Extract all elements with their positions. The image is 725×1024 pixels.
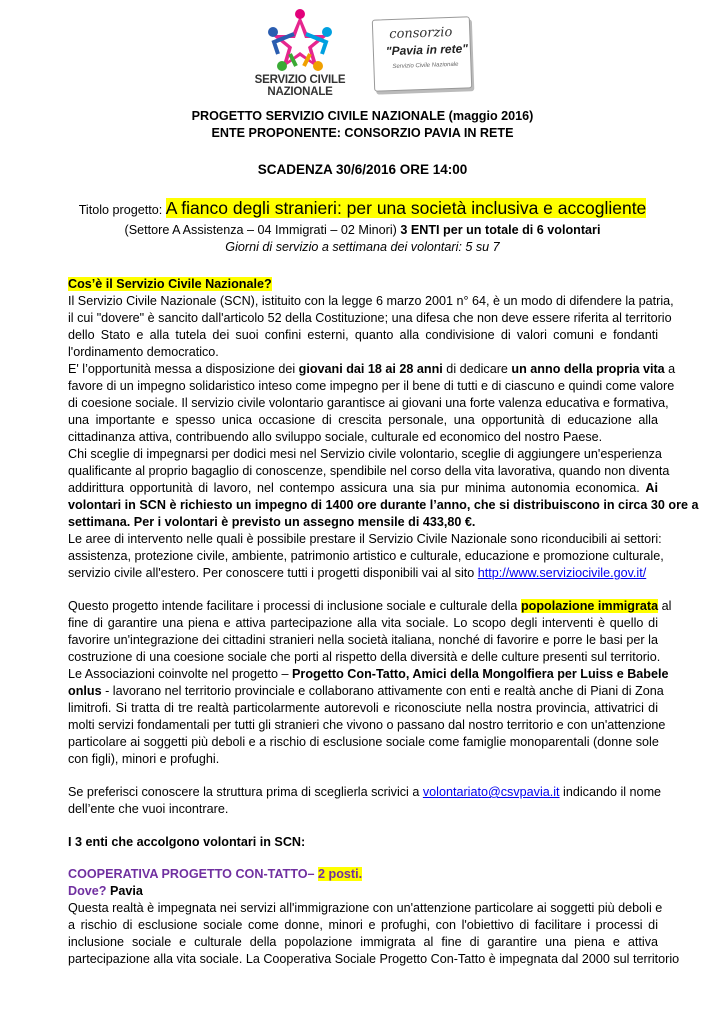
paragraph-line: Le Associazioni coinvolte nel progetto – Progetto Con-Tatto, Amici della Mongolfiera per Luiss e Babele [68,667,669,681]
paragraph-line: inclusione sociale e culturale della popolazione immigrata al fine di garantire una piena e attiva [68,935,658,949]
section-heading-enti: I 3 enti che accolgono volontari in SCN: [68,835,306,849]
paragraph-line: onlus - lavorano nel territorio provinciale e collaborano attivamente con enti e realtà anche di Piani di Zona [68,684,664,698]
paragraph-line: di coesione sociale. Il servizio civile volontario garantisce ai giovani una forte valenza educativa e formativa, [68,396,669,410]
paragraph-line: dello Stato e alla tutela dei suoi confini esterni, quanto alla condivisione di valori comuni e fondanti [68,328,658,342]
serviziocivile-link[interactable]: http://www.serviziocivile.gov.it/ [477,566,647,580]
star-people-icon [250,8,350,74]
paragraph-line: favore di un impegno solidaristico inteso come impegno per il bene di tutti e di ciascuno e quindi come valore [68,379,675,393]
paragraph-line: Questo progetto intende facilitare i processi di inclusione sociale e culturale della popolazione immigrata al [68,599,672,613]
sector-line: (Settore A Assistenza – 04 Immigrati – 02 Minori) 3 ENTI per un totale di 6 volontari [124,223,601,237]
logo-area [0,4,725,104]
paragraph-line: il cui "dovere" è sancito dall'articolo 52 della Costituzione; una difesa che non deve essere riferita al territorio [68,311,672,325]
paragraph-line: assistenza, protezione civile, ambiente, patrimonio artistico e culturale, educazione e promozione culturale, [68,549,664,563]
paragraph-line: favorire un'integrazione dei cittadini stranieri nella società italiana, nonché di favorire e porre le basi per la [68,633,658,647]
consorzio-logo-box: consorzio "Pavia in rete" Servizio Civile Nazionale [372,16,472,91]
header-line-2: ENTE PROPONENTE: CONSORZIO PAVIA IN RETE [211,126,514,140]
paragraph-line: a rischio di esclusione sociale come donne, minori e profughi, con l'obiettivo di facilitare i processi di [68,918,658,932]
project-title: A fianco degli stranieri: per una società inclusiva e accogliente [165,198,647,218]
header-line-1: PROGETTO SERVIZIO CIVILE NAZIONALE (maggio 2016) [191,109,534,123]
paragraph-line: limitrofi. Si tratta di tre realtà particolarmente autorevoli e riconosciute nella nostra provincia, attivatrici di [68,701,658,715]
paragraph-line: con figli), minori e profughi. [68,752,220,766]
paragraph-line: dell’ente che vuoi incontrare. [68,802,229,816]
paragraph-line: costruzione di una coesione sociale che porti al rispetto della diversità e delle culture presenti sul territorio. [68,650,661,664]
paragraph-line: l'ordinamento democratico. [68,345,219,359]
paragraph-line: fine di garantire una piena e attiva partecipazione alla vita sociale. Lo scopo degli interventi è quello di [68,616,658,630]
email-link[interactable]: volontariato@csvpavia.it [422,785,560,799]
paragraph-line: Le aree di intervento nelle quali è possibile prestare il Servizio Civile Nazionale sono riconducibili ai settori: [68,532,662,546]
deadline: SCADENZA 30/6/2016 ORE 14:00 [257,162,468,177]
paragraph-line: partecipazione alla vita sociale. La Cooperativa Sociale Progetto Con-Tatto è impegnata dal 2000 sul territorio [68,952,680,966]
paragraph-line: molti servizi fondamentali per tutti gli stranieri che vivono o passano dal nostro territorio e con un'attenzione [68,718,666,732]
paragraph-line: cittadinanza attiva, contribuendo allo sviluppo sociale, culturale ed economico del nostro Paese. [68,430,603,444]
paragraph-line: una importante e spesso unica occasione di crescita personale, una opportunità di educazione alla [68,413,658,427]
paragraph-line: Il Servizio Civile Nazionale (SCN), istituito con la legge 6 marzo 2001 n° 64, è un modo di difendere la patria, [68,294,674,308]
paragraph-line: E' l’opportunità messa a disposizione dei giovani dai 18 ai 28 anni di dedicare un anno della propria vita a [68,362,676,376]
coop-heading: COOPERATIVA PROGETTO CON-TATTO– 2 posti. [68,867,363,881]
paragraph-line: settimana. Per i volontari è previsto un assegno mensile di 433,80 €. [68,515,476,529]
paragraph-line: Questa realtà è impegnata nei servizi all'immigrazione con un'attenzione particolare ai soggetti più deboli e [68,901,663,915]
project-title-line [0,197,725,221]
title-prefix: Titolo progetto: [78,203,166,217]
coop-location: Dove? Pavia [68,884,143,898]
paragraph-line: volontari in SCN è richiesto un impegno di 1400 ore durante l’anno, che si distribuiscono in circa 30 ore a [68,498,699,512]
servizio-civile-logo [250,8,350,100]
paragraph-line: Se preferisci conoscere la struttura prima di sceglierla scrivici a volontariato@csvpavia.it indicando il nome [68,785,662,799]
paragraph-line: servizio civile all'estero. Per conoscere tutti i progetti disponibili vai al sito http://www.serviziocivile.gov.it/ [68,566,647,580]
service-days: Giorni di servizio a settimana dei volontari: 5 su 7 [225,240,500,254]
section-heading-scn: Cos’è il Servizio Civile Nazionale? [68,277,272,291]
paragraph-line: qualificante al proprio bagaglio di conoscenze, spendibile nel corso della vita lavorativa, quando non diventa [68,464,670,478]
logo-caption: SERVIZIO CIVILE NAZIONALE [254,74,346,98]
consorzio-logo [373,18,471,90]
paragraph-line: particolare ai soggetti più deboli e a rischio di esclusione sociale come famiglie monoparentali (donne sole [68,735,659,749]
paragraph-line: Chi sceglie di impegnarsi per dodici mesi nel Servizio civile volontario, sceglie di aggiungere un'esperienza [68,447,662,461]
paragraph-line: addirittura opportunità di lavoro, nel contempo assicura una sia pur minima autonomia economica. Ai [68,481,658,495]
